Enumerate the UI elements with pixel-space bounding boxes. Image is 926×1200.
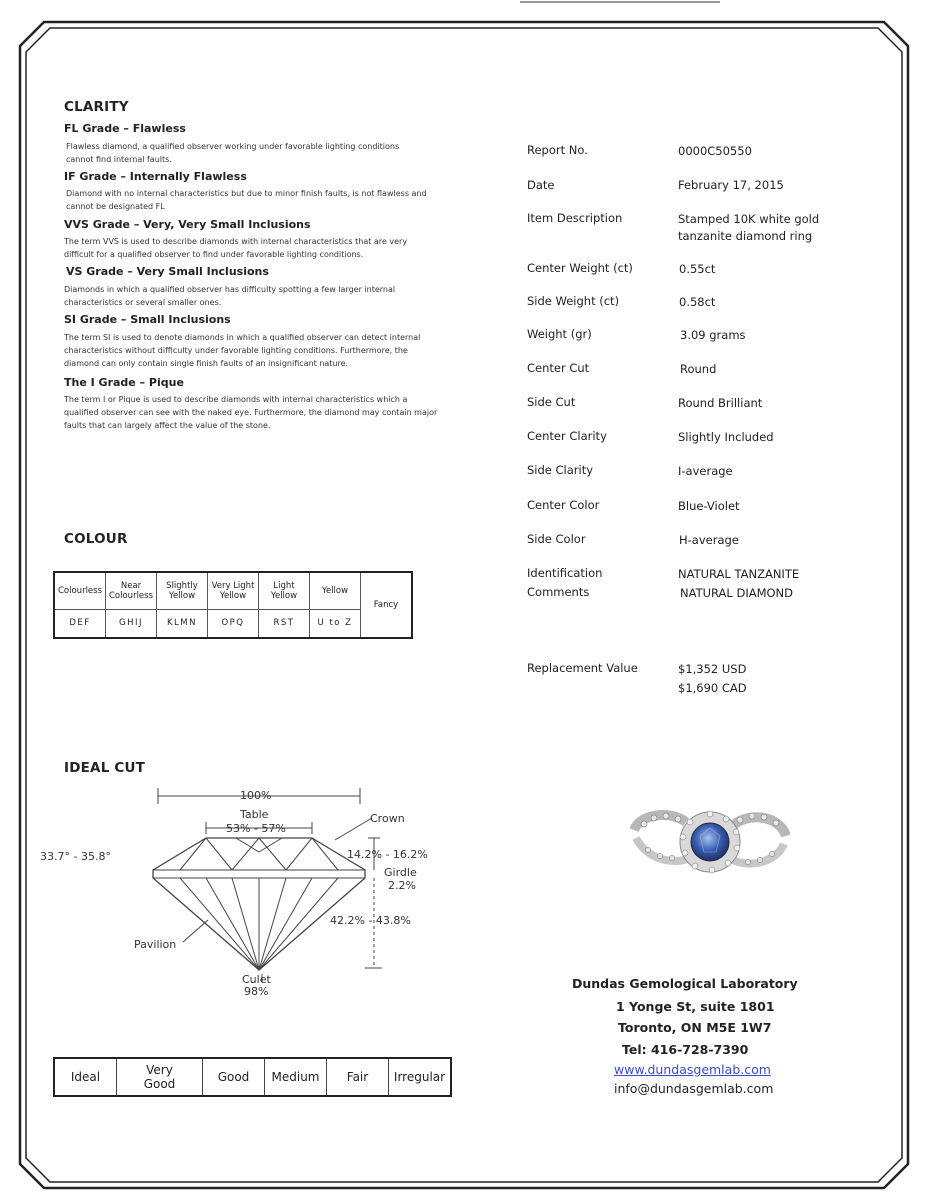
grade-vs-title: VS Grade – Very Small Inclusions xyxy=(66,265,269,278)
colour-col-label: Very Light Yellow xyxy=(208,572,259,609)
diagram-crown-pct: 14.2% - 16.2% xyxy=(347,848,428,861)
report-center-cut: Round xyxy=(680,362,717,376)
diagram-culet-label: Culet xyxy=(242,973,271,986)
report-side-cut: Round Brilliant xyxy=(678,396,763,410)
grade-i-desc: The term I or Pique is used to describe diamonds with internal characteristics which a qualified observer can see with the naked eye. Furthermore, the diamond may contain major faults that can largely affect the value of the stone. xyxy=(64,395,438,430)
diagram-culet-value: 98% xyxy=(244,985,269,998)
cut-grade-cell: Very Good xyxy=(117,1058,203,1096)
identification-label: Identification xyxy=(527,566,603,580)
colour-col-label: Yellow xyxy=(310,572,361,609)
cut-grade-cell: Medium xyxy=(265,1058,327,1096)
lab-name: Dundas Gemological Laboratory xyxy=(572,976,798,991)
identification-value-1: NATURAL TANZANITE xyxy=(678,567,800,581)
report-label: Weight (gr) xyxy=(527,327,592,341)
colour-scale-table xyxy=(53,571,413,639)
clarity-title: CLARITY xyxy=(64,99,129,115)
lab-address-line2: Toronto, ON M5E 1W7 xyxy=(618,1020,772,1035)
colour-col-label: Fancy xyxy=(361,572,413,638)
grade-vvs-desc: The term VVS is used to describe diamonds with internal characteristics that are very difficult for a qualified observer to find under favorable lighting conditions. xyxy=(64,237,408,259)
report-side-color: H-average xyxy=(679,533,739,547)
grade-i-title: The I Grade – Pique xyxy=(64,376,184,389)
lab-phone: Tel: 416-728-7390 xyxy=(622,1042,749,1057)
lab-website-link[interactable]: www.dundasgemlab.com xyxy=(614,1062,771,1077)
ideal-cut-title: IDEAL CUT xyxy=(64,760,146,776)
report-label: Center Cut xyxy=(527,361,590,375)
colour-col-code: OPQ xyxy=(208,609,259,638)
report-label: Date xyxy=(527,178,555,192)
report-label: Center Weight (ct) xyxy=(527,261,633,275)
grade-fl-title: FL Grade – Flawless xyxy=(64,122,186,135)
cut-grade-table xyxy=(53,1057,452,1097)
diagram-girdle-label: Girdle xyxy=(384,866,417,879)
colour-col-label: Colourless xyxy=(54,572,106,609)
colour-col-code: GHIJ xyxy=(106,609,157,638)
report-label: Side Clarity xyxy=(527,463,594,477)
cut-grade-cell: Irregular xyxy=(389,1058,452,1096)
report-side-clarity: I-average xyxy=(678,464,733,478)
colour-col-label: Light Yellow xyxy=(259,572,310,609)
lab-email: info@dundasgemlab.com xyxy=(614,1081,774,1096)
diagram-pavilion-pct: 42.2% - 43.8% xyxy=(330,914,411,927)
diagram-width-pct: 100% xyxy=(240,789,272,802)
diagram-pavilion-label: Pavilion xyxy=(134,938,177,951)
cut-grade-cell: Fair xyxy=(327,1058,389,1096)
replacement-label: Replacement Value xyxy=(527,661,638,675)
report-weight-grams: 3.09 grams xyxy=(680,328,746,342)
grade-vvs-title: VVS Grade – Very, Very Small Inclusions xyxy=(64,218,311,231)
report-label: Side Cut xyxy=(527,395,576,409)
report-label: Side Weight (ct) xyxy=(527,294,620,308)
grade-vs-desc: Diamonds in which a qualified observer has difficulty spotting a few larger internal characteristics or several smaller ones. xyxy=(64,285,396,307)
colour-col-code: U to Z xyxy=(310,609,361,638)
diagram-table-pct: 53% - 57% xyxy=(226,822,286,835)
report-center-color: Blue-Violet xyxy=(678,499,740,513)
grade-si-desc: The term SI is used to denote diamonds in which a qualified observer can detect internal characteristics without difficulty under favorable lighting conditions. Furthermore, the diamond can only contain single finish faults of an insignificant nature. xyxy=(64,333,421,368)
report-label: Center Color xyxy=(527,498,600,512)
grade-if-desc: Diamond with no internal characteristics but due to minor finish faults, is not flawless and cannot be designated FL xyxy=(66,189,427,211)
colour-col-code: DEF xyxy=(54,609,106,638)
report-center-clarity: Slightly Included xyxy=(678,430,774,444)
cut-grade-cell: Good xyxy=(203,1058,265,1096)
report-label: Center Clarity xyxy=(527,429,607,443)
report-label: Side Color xyxy=(527,532,586,546)
grade-fl-desc: Flawless diamond, a qualified observer working under favorable lighting conditions cannot find internal faults. xyxy=(66,142,400,164)
report-item-description: Stamped 10K white gold tanzanite diamond ring xyxy=(678,212,820,243)
grade-if-title: IF Grade – Internally Flawless xyxy=(64,170,247,183)
report-label: Report No. xyxy=(527,143,588,157)
identification-value-2: NATURAL DIAMOND xyxy=(680,586,794,600)
cut-grade-cell: Ideal xyxy=(54,1058,117,1096)
ring-photo xyxy=(630,800,790,890)
report-number: 0000C50550 xyxy=(678,144,752,158)
comments-label: Comments xyxy=(527,585,590,599)
grade-si-title: SI Grade – Small Inclusions xyxy=(64,313,231,326)
diagram-crown-angle: 33.7° - 35.8° xyxy=(40,850,111,863)
report-label: Item Description xyxy=(527,211,623,225)
diagram-table-label: Table xyxy=(240,808,269,821)
diagram-crown-label: Crown xyxy=(370,812,405,825)
diagram-girdle-pct: 2.2% xyxy=(388,879,416,892)
replacement-cad: $1,690 CAD xyxy=(678,681,747,695)
replacement-usd: $1,352 USD xyxy=(678,662,747,676)
report-date: February 17, 2015 xyxy=(678,178,784,192)
lab-address-line1: 1 Yonge St, suite 1801 xyxy=(616,999,775,1014)
colour-col-label: Slightly Yellow xyxy=(157,572,208,609)
colour-col-code: KLMN xyxy=(157,609,208,638)
report-center-weight: 0.55ct xyxy=(679,262,716,276)
colour-col-label: Near Colourless xyxy=(106,572,157,609)
colour-title: COLOUR xyxy=(64,531,128,547)
report-side-weight: 0.58ct xyxy=(679,295,716,309)
colour-col-code: RST xyxy=(259,609,310,638)
